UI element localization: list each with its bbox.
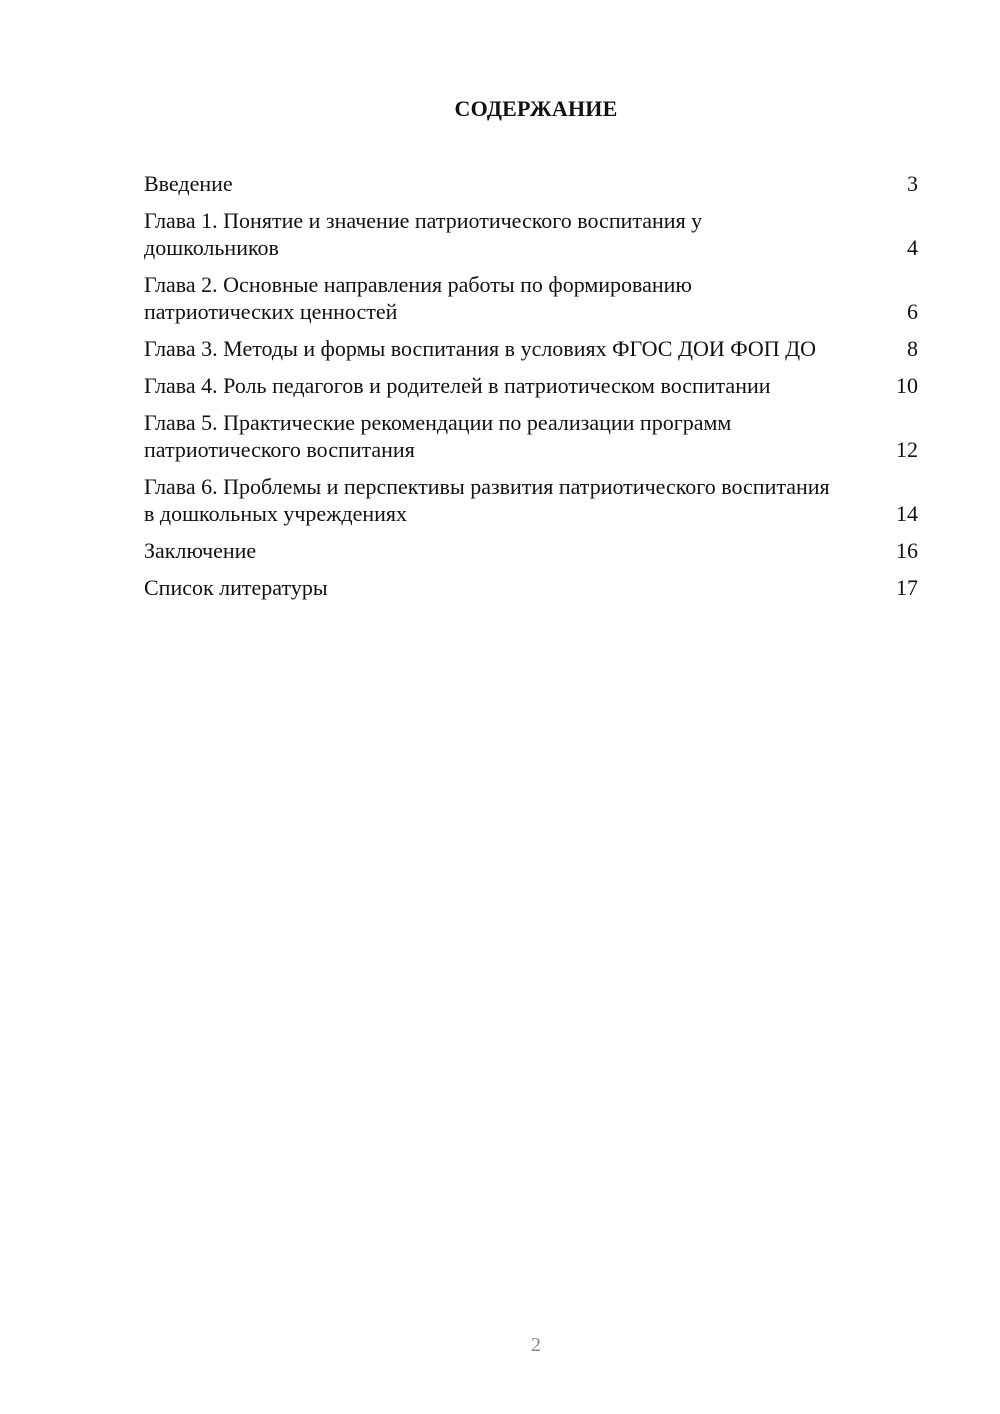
page-title: СОДЕРЖАНИЕ (454, 96, 618, 121)
toc-entry-chapter-4[interactable] (144, 372, 918, 399)
toc-entry-page-number: 14 (896, 501, 918, 526)
toc-entry-introduction[interactable] (144, 170, 918, 197)
toc-entry-page-number: 12 (896, 437, 918, 462)
toc-entry-label: Заключение (144, 538, 257, 563)
toc-entry-label: Глава 1. Понятие и значение патриотического воспитания у дошкольников (144, 208, 703, 260)
toc-entry-page-number: 16 (896, 538, 918, 563)
toc-entry-chapter-3[interactable] (144, 335, 918, 362)
toc-entry-page-number: 10 (896, 373, 918, 398)
toc-entry-label: Введение (144, 171, 233, 196)
toc-entry-conclusion[interactable] (144, 537, 918, 564)
toc-entry-label: Глава 2. Основные направления работы по формированию патриотических ценностей (144, 272, 692, 324)
toc-entry-chapter-2[interactable] (144, 271, 918, 325)
table-of-contents (144, 170, 918, 611)
toc-entry-page-number: 4 (907, 235, 918, 260)
page-number: 2 (531, 1334, 541, 1356)
toc-entry-page-number: 6 (907, 299, 918, 324)
toc-entry-label: Глава 4. Роль педагогов и родителей в патриотическом воспитании (144, 373, 771, 398)
toc-entry-chapter-5[interactable] (144, 409, 918, 463)
toc-entry-label: Глава 6. Проблемы и перспективы развития патриотического воспитания в дошкольных учреждениях (144, 474, 830, 526)
toc-entry-chapter-6[interactable] (144, 473, 918, 527)
toc-entry-chapter-1[interactable] (144, 207, 918, 261)
toc-entry-label: Список литературы (144, 575, 328, 600)
toc-entry-references[interactable] (144, 574, 918, 601)
toc-entry-page-number: 8 (907, 336, 918, 361)
toc-entry-label: Глава 5. Практические рекомендации по реализации программ патриотического воспитания (144, 410, 732, 462)
toc-entry-page-number: 17 (896, 575, 918, 600)
toc-entry-page-number: 3 (907, 171, 918, 196)
toc-entry-label: Глава 3. Методы и формы воспитания в условиях ФГОС ДОИ ФОП ДО (144, 336, 817, 361)
